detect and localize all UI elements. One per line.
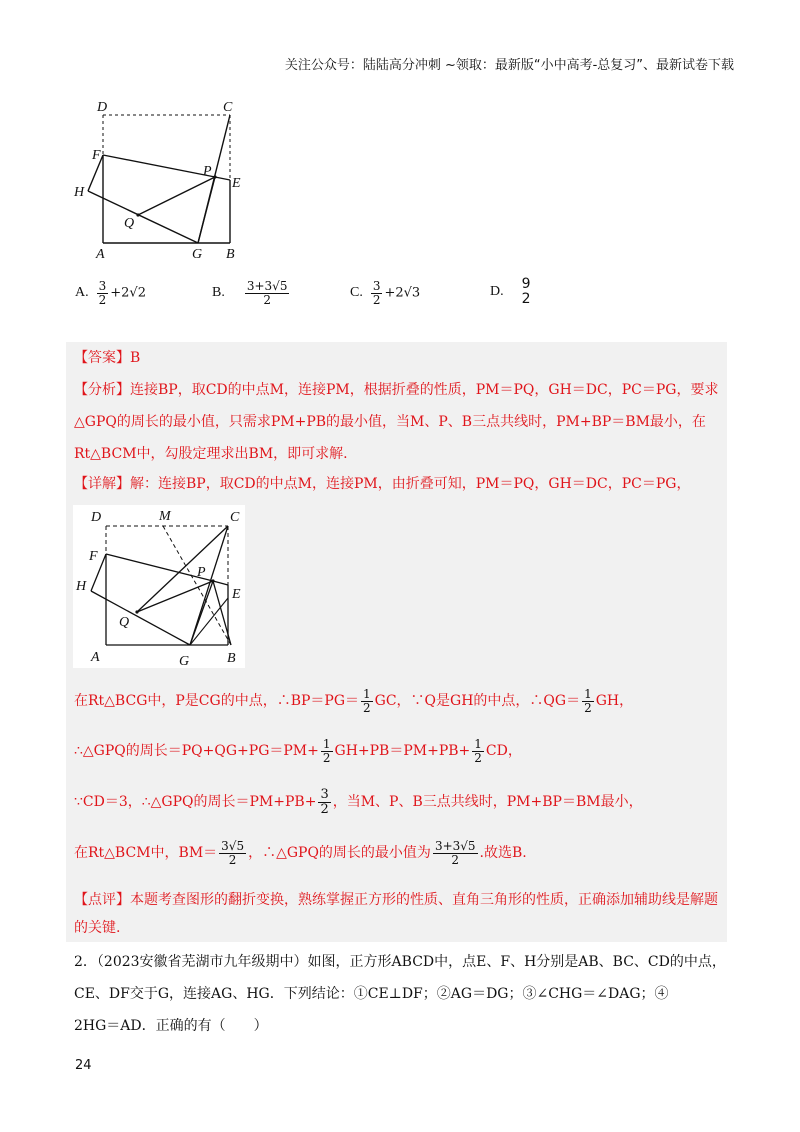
label-p: P	[203, 164, 212, 179]
label-e: E	[232, 587, 241, 602]
edge-pe	[215, 177, 230, 180]
label-d: D	[97, 100, 108, 115]
comment-line-1: 【点评】本题考查图形的翻折变换，熟练掌握正方形的性质、直角三角形的性质，正确添加辅助线是解题	[74, 892, 718, 908]
label-h: H	[74, 185, 85, 200]
label-m: M	[159, 509, 171, 524]
label-e: E	[232, 176, 241, 191]
label-b: B	[226, 247, 235, 262]
label-c: C	[223, 100, 233, 115]
option-a[interactable]: A. $\frac{3}{2}$ +2√2	[75, 279, 146, 307]
comment-line-2: 的关键.	[74, 920, 121, 936]
question-2-line-2: CE、DF交于G，连接AG、HG．下列结论：①CE⊥DF；②AG＝DG；③∠CHG＝∠DAG；④	[74, 986, 669, 1002]
detail-line-1: 【详解】解：连接BP，取CD的中点M，连接PM，由折叠可知，PM＝PQ，GH＝DC，PC＝PG，	[74, 476, 691, 492]
label-f: F	[89, 549, 98, 564]
option-d[interactable]: D. 9 2	[490, 276, 531, 307]
label-q: Q	[124, 216, 135, 231]
edge-pg	[190, 581, 213, 645]
answer-line: 【答案】B	[74, 350, 141, 366]
solution-line-1: 在Rt△BCG中，P是CG的中点，∴BP＝PG＝ $\frac{1}{2}$ GC，∵Q是GH的中点，∴QG＝ $\frac{1}{2}$ GH，	[74, 687, 634, 715]
edge-pe	[213, 581, 228, 585]
edge-hg	[88, 191, 198, 243]
label-a: A	[91, 650, 100, 665]
analysis-line-1: 【分析】连接BP，取CD的中点M，连接PM，根据折叠的性质，PM＝PQ，GH＝DC，PC＝PG，要求	[74, 382, 719, 398]
question-2-line-3: 2HG＝AD．正确的有（ ）	[74, 1018, 268, 1034]
edge-fp	[103, 155, 215, 177]
question-2-line-1: 2．（2023安徽省芜湖市九年级期中）如图，正方形ABCD中，点E、F、H分别是AB、BC、CD的中点，	[74, 954, 726, 970]
label-a: A	[96, 247, 105, 262]
analysis-line-2: △GPQ的周长的最小值，只需求PM+PB的最小值，当M、P、B三点共线时，PM+BP＝BM最小，在	[74, 414, 706, 430]
label-c: C	[230, 510, 240, 525]
label-g: G	[192, 247, 203, 262]
option-c[interactable]: C. $\frac{3}{2}$ +2√3	[350, 279, 421, 307]
label-b: B	[227, 651, 236, 666]
label-p: P	[197, 565, 206, 580]
segment-gb-fold	[190, 598, 228, 645]
edge-pg	[198, 177, 215, 243]
solution-line-4: 在Rt△BCM中，BM＝ $\frac{3√5}{2}$ ，∴△GPQ的周长的最小值为 $\frac{3+3√5}{2}$ .故选B.	[74, 839, 527, 867]
label-h: H	[76, 579, 87, 594]
figure-1	[70, 95, 260, 265]
label-d: D	[91, 510, 102, 525]
page-header: 关注公众号：陆陆高分冲刺 ~领取：最新版“小中高考-总复习”、最新试卷下载	[284, 58, 734, 73]
solution-line-2: ∴△GPQ的周长＝PQ+QG+PG＝PM+ $\frac{1}{2}$ GH+PB＝PM+PB+ $\frac{1}{2}$ CD，	[74, 737, 522, 765]
label-g: G	[179, 654, 190, 668]
figure-2	[73, 505, 245, 668]
solution-line-3: ∵CD＝3，∴△GPQ的周长＝PM+PB+ $\frac{3}{2}$ ，当M、P、B三点共线时，PM+BP＝BM最小，	[74, 787, 643, 817]
analysis-line-3: Rt△BCM中，勾股定理求出BM，即可求解.	[74, 446, 348, 462]
edge-qp	[138, 177, 215, 215]
page-number: 24	[75, 1058, 92, 1073]
label-f: F	[92, 148, 101, 163]
label-q: Q	[119, 615, 130, 630]
option-b[interactable]: B. $\frac{3+3√5}{2}$	[212, 279, 288, 307]
